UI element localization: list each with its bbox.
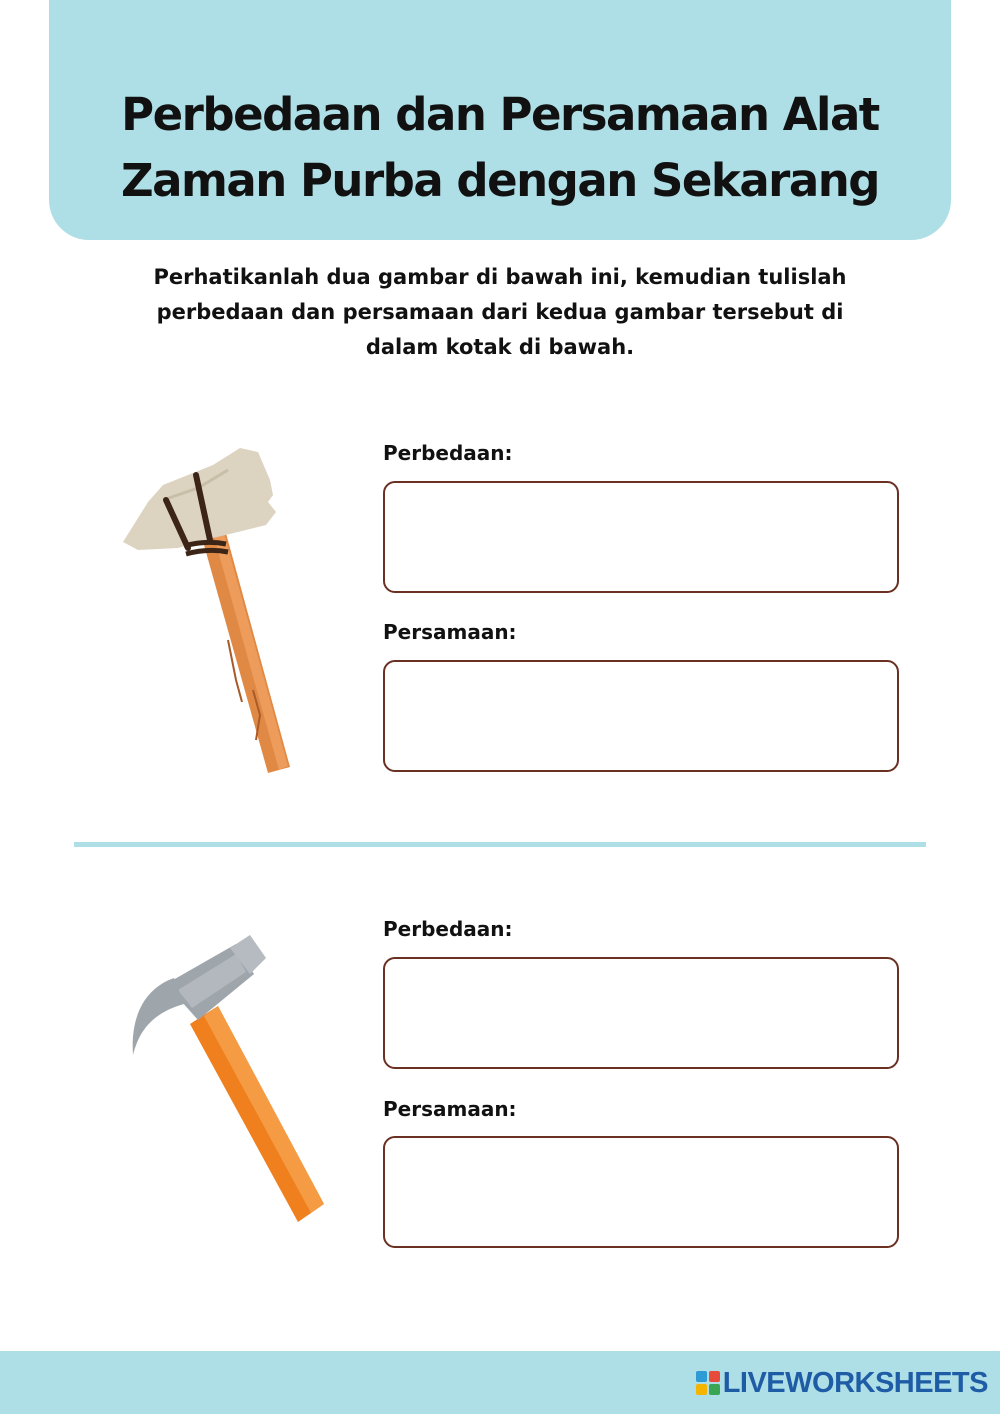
section-divider [74, 842, 926, 847]
similarities-label-2: Persamaan: [383, 1097, 517, 1121]
instructions-line-2: perbedaan dan persamaan dari kedua gambar tersebut di [156, 300, 844, 324]
differences-label-2: Perbedaan: [383, 917, 513, 941]
hammer-icon [128, 932, 328, 1227]
stone-axe-icon [118, 440, 308, 785]
instructions [140, 260, 860, 365]
instructions-line-1: Perhatikanlah dua gambar di bawah ini, kemudian tulislah [153, 265, 847, 289]
page-title [49, 82, 951, 214]
similarities-label-1: Persamaan: [383, 620, 517, 644]
brand-text: LIVEWORKSHEETS [722, 1366, 988, 1399]
title-line-1: Perbedaan dan Persamaan Alat [121, 88, 879, 141]
similarities-box-1[interactable] [383, 660, 899, 772]
similarities-box-2[interactable] [383, 1136, 899, 1248]
title-line-2: Zaman Purba dengan Sekarang [121, 154, 879, 207]
liveworksheets-logo-icon [695, 1370, 721, 1396]
differences-box-1[interactable] [383, 481, 899, 593]
brand-logo[interactable] [695, 1368, 988, 1398]
footer-bar [0, 1351, 1000, 1414]
differences-box-2[interactable] [383, 957, 899, 1069]
differences-label-1: Perbedaan: [383, 441, 513, 465]
instructions-line-3: dalam kotak di bawah. [365, 335, 635, 359]
header-banner [49, 0, 951, 240]
